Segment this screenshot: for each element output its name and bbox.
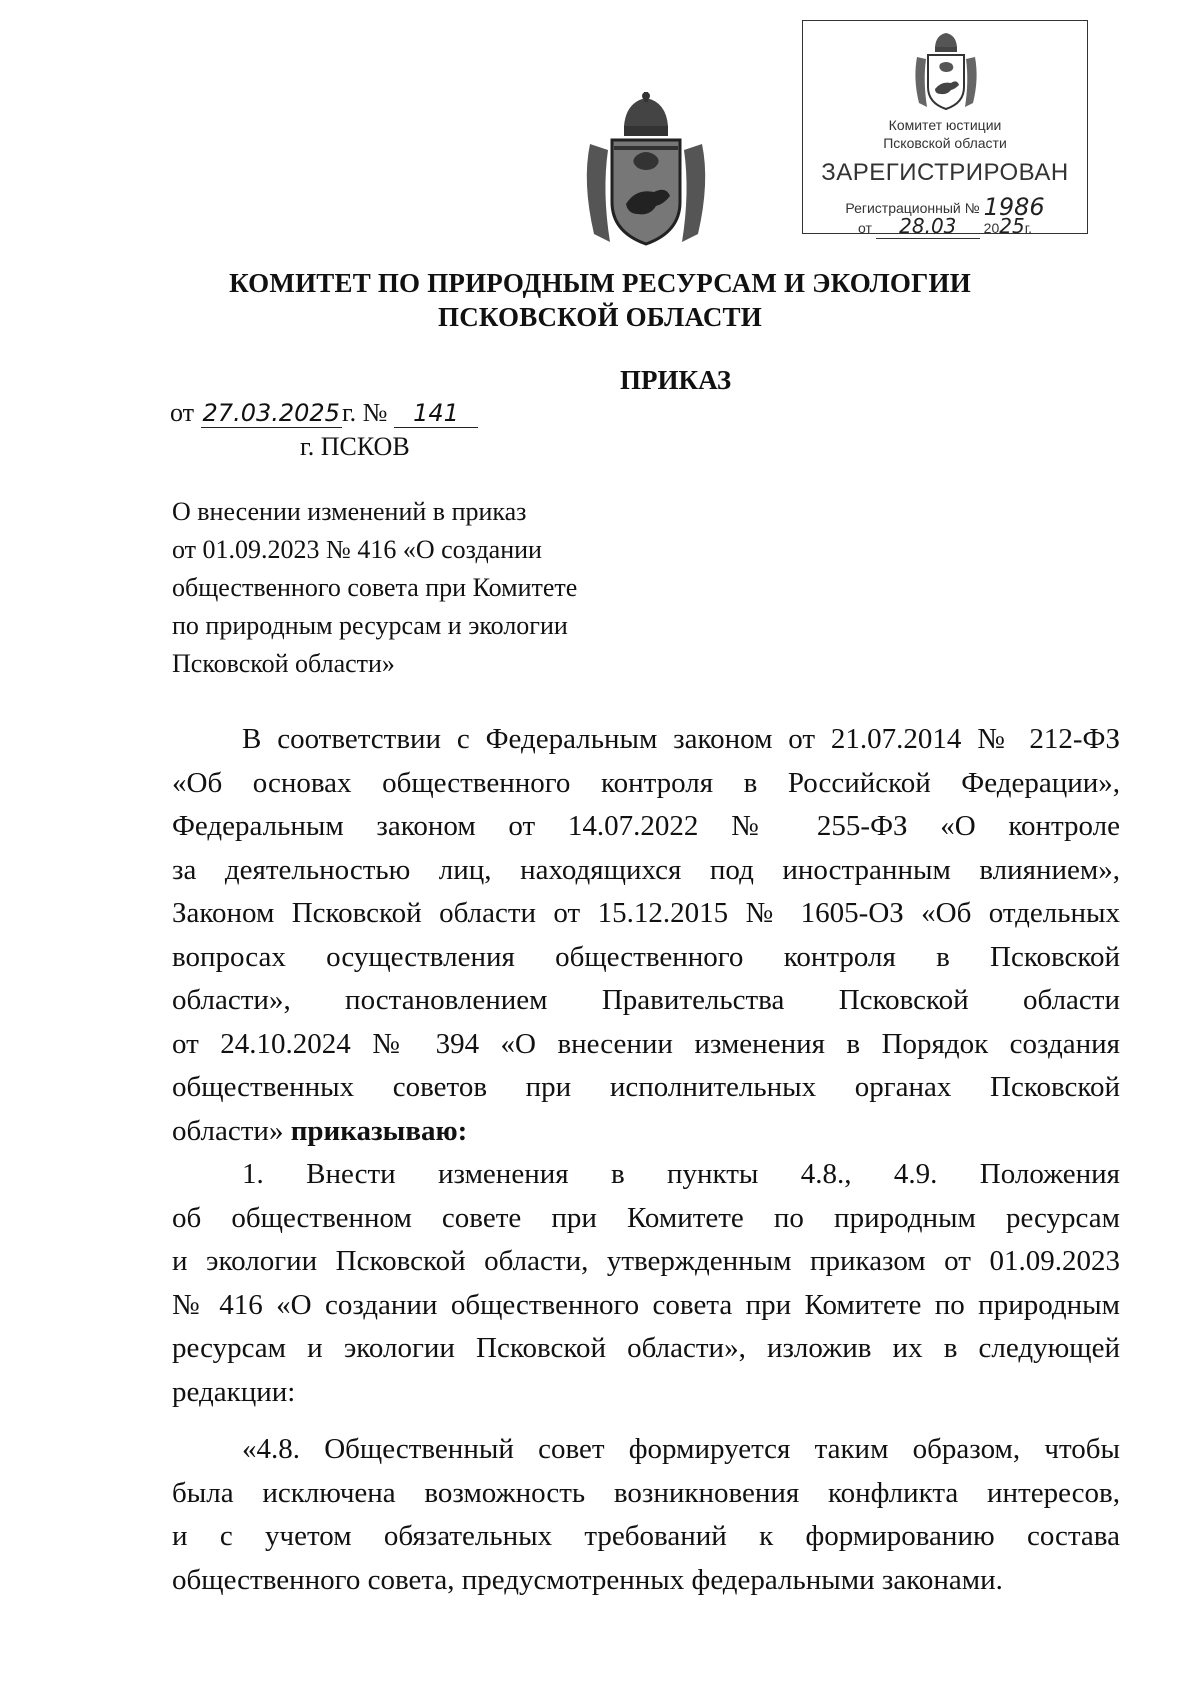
body-line: области», постановлением Правительства Псковской области (172, 984, 1120, 1016)
stamp-year-suffix: г. (1024, 220, 1032, 236)
quote-line: «4.8. Общественный совет формируется таким образом, чтобы (242, 1433, 1120, 1465)
stamp-status: ЗАРЕГИСТРИРОВАН (821, 159, 1069, 186)
item1-line: об общественном совете при Комитете по природным ресурсам (172, 1201, 1120, 1234)
stamp-date-line (803, 214, 1087, 239)
order-keyword: приказываю: (290, 1114, 468, 1147)
year-number-label: г. № (341, 398, 388, 427)
date-prefix: от (170, 398, 195, 427)
body-line: «Об основах общественного контроля в Российской Федерации», (172, 766, 1120, 799)
quote-last: общественного совета, предусмотренных федеральными законами. (172, 1563, 1003, 1596)
body-line: вопросах осуществления общественного контроля в Псковской (172, 940, 1120, 973)
subject-line: от 01.09.2023 № 416 «О создании (172, 535, 542, 564)
document-number: 141 (394, 399, 478, 428)
stamp-year-value: 25 (999, 214, 1025, 238)
coat-of-arms-emblem (580, 92, 712, 252)
document-subject (172, 493, 652, 683)
document-city: г. ПСКОВ (300, 432, 410, 461)
org-name-line1: КОМИТЕТ ПО ПРИРОДНЫМ РЕСУРСАМ И ЭКОЛОГИИ (229, 268, 971, 298)
stamp-authority-line2: Псковской области (883, 135, 1007, 151)
body-line: Законом Псковской области от 15.12.2015 № 1605-ОЗ «Об отдельных (172, 897, 1120, 929)
document-date: 27.03.2025 (202, 399, 340, 427)
org-name-line2: ПСКОВСКОЙ ОБЛАСТИ (438, 302, 762, 332)
quote-line: была исключена возможность возникновения конфликта интересов, (172, 1476, 1120, 1509)
body-line-order (172, 1110, 1120, 1154)
document-date-number (170, 398, 478, 428)
stamp-authority-line1: Комитет юстиции (888, 117, 1002, 133)
body-line: общественных советов при исполнительных органах Псковской (172, 1071, 1120, 1103)
subject-line: О внесении изменений в приказ (172, 497, 527, 526)
item1-line: № 416 «О создании общественного совета при Комитете по природным (172, 1288, 1120, 1321)
item1-line: и экологии Псковской области, утвержденным приказом от 01.09.2023 (172, 1245, 1120, 1277)
item1-line: 1. Внести изменения в пункты 4.8., 4.9. Положения (242, 1158, 1120, 1190)
subject-line: общественного совета при Комитете (172, 573, 578, 602)
stamp-coat-of-arms-icon (911, 29, 981, 113)
body-line: за деятельностью лиц, находящихся под иностранным влиянием», (172, 853, 1120, 886)
preamble-last: области» (172, 1114, 284, 1147)
subject-line: по природным ресурсам и экологии (172, 611, 568, 640)
stamp-reg-label: Регистрационный № (845, 200, 980, 216)
body-line: от 24.10.2024 № 394 «О внесении изменения в Порядок создания (172, 1027, 1120, 1060)
body-line: В соответствии с Федеральным законом от 21.07.2014 № 212-ФЗ (242, 723, 1120, 755)
stamp-date-value: 28.03 (899, 214, 957, 238)
subject-line: Псковской области» (172, 649, 395, 678)
document-body (172, 718, 1120, 1602)
registration-stamp (802, 20, 1088, 238)
stamp-year-prefix: 20 (983, 220, 1000, 236)
body-line: Федеральным законом от 14.07.2022 № 255-ФЗ «О контроле (172, 810, 1120, 842)
quote-line: и с учетом обязательных требований к формированию состава (172, 1520, 1120, 1552)
item1-line: ресурсам и экологии Псковской области», изложив их в следующей (172, 1332, 1120, 1364)
stamp-date-prefix: от (858, 220, 872, 236)
item1-last: редакции: (172, 1375, 296, 1408)
stamp-reg-number: 1986 (983, 193, 1045, 221)
document-type: ПРИКАЗ (620, 365, 732, 395)
